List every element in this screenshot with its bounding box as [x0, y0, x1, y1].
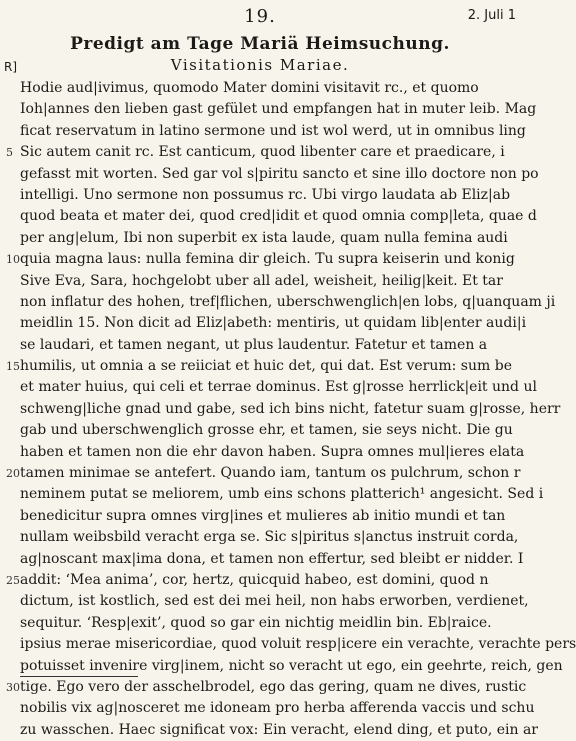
text-line — [0, 527, 520, 548]
line-text: nullam weibsbild veracht erga se. Sic s|piritus s|anctus instruit corda, — [20, 529, 519, 546]
line-text: schweng|liche gnad und gabe, sed ich bins nicht, fatetur suam g|rosse, herr — [20, 400, 561, 417]
line-text: per ang|elum, Ibi non superbit ex ista laude, quam nulla femina audi — [20, 229, 508, 246]
line-text: sequitur. ‘Resp|exit’, quod so gar ein nichtig meidlin bin. Eb|raice. — [20, 614, 492, 631]
text-line — [0, 399, 561, 420]
margin-siglum: R] — [4, 60, 18, 74]
line-text: se laudari, et tamen negant, ut plus laudentur. Fatetur et tamen a — [20, 336, 488, 353]
line-text: et mater huius, qui celi et terrae dominus. Est g|rosse herrlick|eit und ul — [20, 379, 537, 396]
text-line — [0, 613, 520, 634]
text-line — [0, 484, 544, 505]
line-text: tige. Ego vero der asschelbrodel, ego das gering, quam ne dives, rustic — [20, 678, 527, 695]
line-text: zu wasschen. Haec significat vox: Ein veracht, elend ding, et puto, ein ar — [20, 721, 538, 738]
text-line — [0, 634, 576, 655]
line-text: gab und uberschwenglich grosse ehr, et tamen, sie seys nicht. Die gu — [20, 422, 513, 439]
text-line — [0, 228, 520, 249]
page-number: 19. — [244, 6, 276, 27]
line-number: 10 — [6, 253, 20, 267]
line-text: dictum, ist kostlich, sed est dei mei heil, non habs erworben, verdienet, — [20, 593, 529, 610]
line-text: Hodie aud|ivimus, quomodo Mater domini visitavit rc., et quomo — [20, 80, 479, 96]
text-line — [0, 121, 526, 142]
text-line — [0, 185, 520, 206]
page-header — [0, 6, 520, 30]
text-line — [0, 549, 524, 570]
text-line — [0, 271, 520, 292]
text-line — [0, 720, 538, 741]
line-text: Sic autem canit rc. Est canticum, quod libenter care et praedicare, i — [20, 144, 505, 161]
text-line — [0, 570, 520, 591]
line-number: 30 — [6, 680, 20, 694]
line-text: neminem putat se meliorem, umb eins schons platterich¹ angesicht. Sed i — [20, 486, 544, 503]
line-text: intelligi. Uno sermone non possumus rc. Ubi virgo laudata ab Eliz|ab — [20, 186, 511, 203]
text-line — [0, 420, 520, 441]
text-line — [0, 142, 520, 163]
text-line — [0, 463, 520, 484]
line-text: quia magna laus: nulla femina dir gleich. Tu supra keiserin und konig — [20, 251, 515, 268]
line-text: quod beata et mater dei, quod cred|idit et quod omnia comp|leta, quae d — [20, 208, 537, 225]
line-text: benedicitur supra omnes virg|ines et mulieres ab initio mundi et tan — [20, 507, 506, 524]
footnote-rule — [20, 676, 138, 677]
text-line — [0, 78, 520, 99]
running-date: 2. Juli 1 — [467, 8, 516, 23]
line-number: 25 — [6, 573, 20, 587]
text-line — [0, 442, 525, 463]
text-line — [0, 356, 520, 377]
line-text: ag|noscant max|ima dona, et tamen non effertur, sed bleibt er nidder. I — [20, 550, 524, 567]
line-number: 5 — [6, 146, 13, 160]
text-line — [0, 249, 520, 270]
text-line — [0, 656, 563, 677]
line-text: nobilis vix ag|nosceret me idoneam pro herba afferenda vaccis und schu — [20, 700, 535, 717]
line-text: non inflatur des hohen, tref|flichen, uberschwenglich|en lobs, q|uanquam ji — [20, 293, 556, 310]
text-line — [0, 164, 539, 185]
text-line — [0, 677, 527, 698]
line-text: humilis, ut omnia a se reiiciat et huic det, qui dat. Est verum: sum be — [20, 358, 512, 375]
line-text: tamen minimae se antefert. Quando iam, tantum os pulchrum, schon r — [20, 465, 521, 482]
text-line — [0, 591, 529, 612]
line-number: 15 — [6, 360, 20, 374]
text-line — [0, 698, 535, 719]
line-text: haben et tamen non die ehr davon haben. Supra omnes mul|ieres elata — [20, 443, 525, 460]
line-text: meidlin 15. Non dicit ad Eliz|abeth: mentiris, ut quidam lib|enter audi|i — [20, 315, 527, 332]
text-line — [0, 206, 537, 227]
sermon-subtitle: Visitationis Mariae. — [170, 56, 350, 74]
sermon-title: Predigt am Tage Mariä Heimsuchung. — [70, 34, 450, 54]
line-text: ipsius merae misericordiae, quod voluit resp|icere ein verachte, verachte pers — [20, 636, 576, 653]
line-text: Ioh|annes den lieben gast gefület und empfangen hat in muter leib. Mag — [20, 101, 537, 118]
line-text: Sive Eva, Sara, hochgelobt uber all adel, weisheit, heilig|keit. Et tar — [20, 272, 503, 289]
text-line — [0, 313, 527, 334]
line-number: 20 — [6, 467, 20, 481]
line-text: addit: ‘Mea anima’, cor, hertz, quicquid habeo, est domini, quod n — [20, 571, 489, 588]
line-text: potuisset invenire virg|inem, nicht so veracht ut ego, ein geehrte, reich, gen — [20, 657, 563, 674]
text-body — [0, 78, 576, 741]
text-line — [0, 335, 520, 356]
text-line — [0, 506, 520, 527]
text-line — [0, 99, 537, 120]
line-text: gefasst mit worten. Sed gar vol s|piritu sancto et sine illo doctore non po — [20, 165, 539, 182]
line-text: ficat reservatum in latino sermone und ist wol werd, ut in omnibus ling — [20, 122, 526, 139]
text-line — [0, 377, 537, 398]
text-line — [0, 292, 556, 313]
